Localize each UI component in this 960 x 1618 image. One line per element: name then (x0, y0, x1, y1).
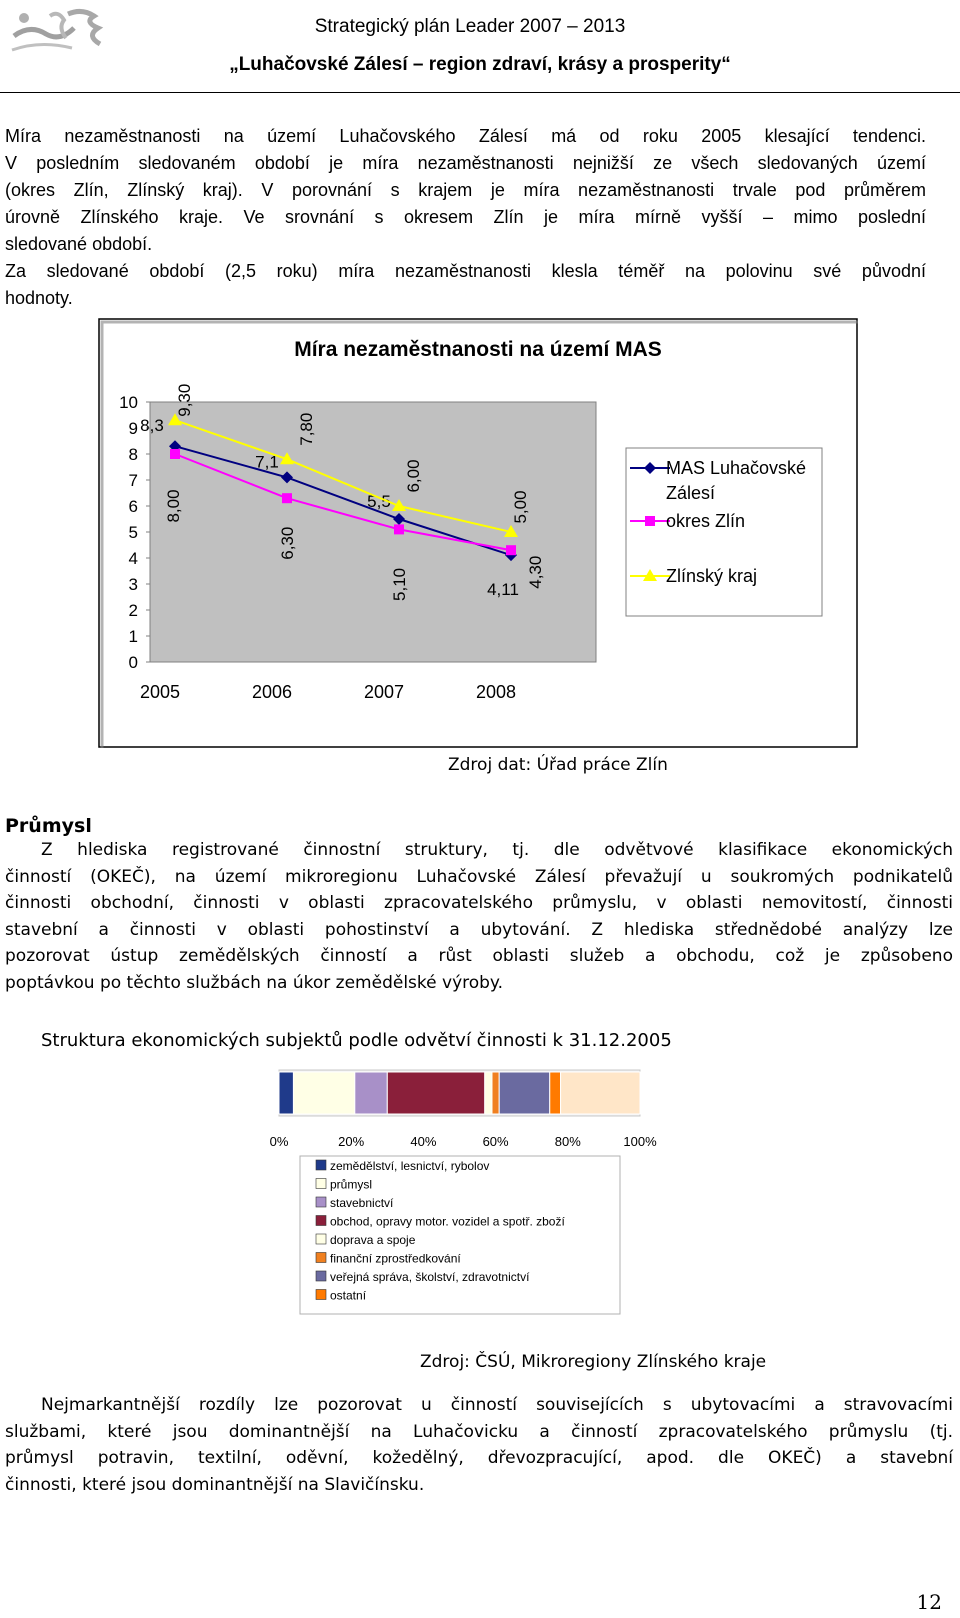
y-tick-label: 8 (128, 445, 138, 464)
data-label: 5,5 (367, 492, 391, 511)
x-tick-label: 80% (554, 1134, 581, 1149)
intro-line: sledované období. (5, 234, 153, 254)
x-tick-label: 20% (338, 1134, 365, 1149)
legend-swatch (316, 1290, 326, 1300)
chart2-title: Struktura ekonomických subjektů podle odvětví činnosti k 31.12.2005 (41, 1030, 672, 1051)
unemployment-chart-svg (98, 318, 858, 748)
data-label: 7,1 (255, 452, 279, 472)
x-tick-label: 100% (623, 1134, 657, 1149)
data-label: 9,30 (175, 383, 194, 417)
data-label: 4,30 (526, 555, 545, 589)
legend-swatch (316, 1179, 326, 1189)
bar-segment (293, 1072, 354, 1114)
x-tick-label: 2007 (363, 682, 405, 702)
industry-line: stavební a činnosti v oblasti pohostinství a ubytování. Z hlediska střednědobé analýzy lze (5, 919, 953, 940)
bar-segment (492, 1072, 499, 1114)
chart2-source: Zdroj: ČSÚ, Mikroregiony Zlínského kraje (420, 1352, 767, 1372)
logo-graphic (10, 6, 110, 56)
legend-label: obchod, opravy motor. vozidel a spotř. zboží (330, 1214, 565, 1229)
legend-swatch (316, 1271, 326, 1281)
legend-label: zemědělství, lesnictví, rybolov (330, 1159, 490, 1173)
legend-label: doprava a spoje (330, 1233, 416, 1247)
data-point-okres (282, 493, 292, 503)
section-heading-industry: Průmysl (5, 815, 92, 837)
header-subtitle: „Luhačovské Zálesí – region zdraví, krásy a prosperity“ (229, 54, 731, 75)
legend-label: Zlínský kraj (666, 566, 758, 586)
x-tick-label: 2005 (139, 682, 181, 702)
intro-paragraph (5, 123, 926, 312)
header-divider (0, 92, 960, 93)
x-tick-label: 2006 (251, 682, 293, 702)
legend-swatch (316, 1216, 326, 1226)
plot-area (150, 402, 596, 662)
closing-line: průmysl potravin, textilní, oděvní, kožedělný, dřevozpracující, apod. dle OKEČ) a stavební (5, 1448, 953, 1468)
bar-segment (561, 1072, 640, 1114)
data-label: 5,00 (511, 490, 530, 524)
header-title: Strategický plán Leader 2007 – 2013 (314, 16, 626, 37)
data-label: 5,10 (390, 567, 409, 601)
closing-line: činnosti, které jsou dominantnější na Slavičínsku. (5, 1474, 425, 1495)
intro-line: Za sledované období (2,5 roku) míra nezaměstnanosti klesla téměř na polovinu své původní (5, 261, 926, 281)
industry-line: poptávkou po těchto službách na úkor zemědělské výroby. (5, 972, 503, 993)
x-tick-label: 0% (269, 1134, 289, 1149)
y-tick-label: 1 (128, 627, 138, 646)
data-label: 4,11 (487, 580, 519, 600)
page-number: 12 (916, 1590, 942, 1614)
legend-label-part: Zálesí (666, 483, 716, 503)
closing-paragraph (5, 1392, 953, 1498)
legend-label: průmysl (330, 1177, 373, 1192)
industry-line: činností (OKEČ), na území mikroregionu Luhačovské Zálesí převažují u soukromých podnikatelů (5, 866, 953, 887)
y-tick-label: 5 (128, 523, 138, 542)
legend-label: finanční zprostředkování (330, 1251, 461, 1266)
legend-marker (645, 516, 655, 526)
industry-line: činnosti obchodní, činnosti v oblasti zpracovatelského průmyslu, v oblasti nemovitostí, činnosti (5, 893, 953, 913)
data-point-okres (394, 524, 404, 534)
data-label: 7,80 (297, 412, 316, 446)
industry-line: pozorovat ústup zemědělských činností a růst oblasti služeb a obchodu, což je způsobeno (5, 946, 953, 966)
legend-swatch (316, 1253, 326, 1263)
legend-swatch (316, 1197, 326, 1207)
y-tick-label: 3 (128, 575, 138, 594)
logo (10, 6, 110, 56)
legend-swatch (316, 1160, 326, 1170)
chart1-source: Zdroj dat: Úřad práce Zlín (448, 755, 668, 775)
y-tick-label: 7 (128, 471, 138, 490)
legend-label: okres Zlín (666, 511, 746, 531)
x-tick-label: 60% (482, 1134, 509, 1149)
y-tick-label: 4 (128, 549, 138, 568)
intro-line: hodnoty. (5, 288, 73, 308)
intro-line: V posledním sledovaném období je míra nezaměstnanosti nejnižší ze všech sledovaných území (5, 153, 926, 173)
industry-line: Z hlediska registrované činnostní struktury, tj. dle odvětvové klasifikace ekonomických (41, 840, 953, 860)
chart-title: Míra nezaměstnanosti na území MAS (294, 338, 662, 361)
bar-segment (485, 1072, 492, 1114)
y-tick-label: 0 (128, 653, 138, 672)
bar-segment (279, 1072, 293, 1114)
industry-paragraph (5, 837, 953, 996)
closing-line: službami, které jsou dominantnější na Luhačovicku a činností zpracovatelského průmyslu (tj. (5, 1421, 953, 1442)
data-point-okres (506, 545, 516, 555)
intro-line: Míra nezaměstnanosti na území Luhačovského Zálesí má od roku 2005 klesající tendenci. (5, 126, 926, 146)
y-tick-label: 9 (128, 419, 138, 438)
unemployment-chart (98, 318, 858, 748)
data-point-okres (170, 449, 180, 459)
legend-label-part: MAS Luhačovské (666, 458, 807, 478)
structure-chart (260, 1068, 660, 1318)
bar-segment (499, 1072, 550, 1114)
structure-chart-svg (260, 1068, 660, 1318)
bar-segment (355, 1072, 387, 1114)
legend-label: ostatní (330, 1288, 367, 1303)
y-tick-label: 10 (119, 393, 138, 412)
closing-line: Nejmarkantnější rozdíly lze pozorovat u činností souvisejících s ubytovacími a stravovacími (41, 1395, 953, 1415)
legend-swatch (316, 1234, 326, 1244)
data-label: 8,3 (140, 416, 164, 436)
legend-label: stavebnictví (330, 1196, 394, 1210)
data-label: 6,00 (404, 459, 423, 493)
bar-segment (387, 1072, 484, 1114)
y-tick-label: 6 (128, 497, 138, 516)
x-tick-label: 2008 (475, 682, 517, 702)
intro-line: úrovně Zlínského kraje. Ve srovnání s okresem Zlín je míra mírně vyšší – mimo poslední (5, 207, 926, 227)
y-tick-label: 2 (128, 601, 138, 620)
legend-label: veřejná správa, školství, zdravotnictví (330, 1270, 530, 1284)
x-tick-label: 40% (410, 1134, 437, 1149)
data-label: 6,30 (278, 526, 297, 560)
bar-segment (550, 1072, 561, 1114)
data-label: 8,00 (164, 489, 183, 523)
intro-line: (okres Zlín, Zlínský kraj). V porovnání s krajem je míra nezaměstnanosti trvale pod průměrem (5, 180, 926, 200)
